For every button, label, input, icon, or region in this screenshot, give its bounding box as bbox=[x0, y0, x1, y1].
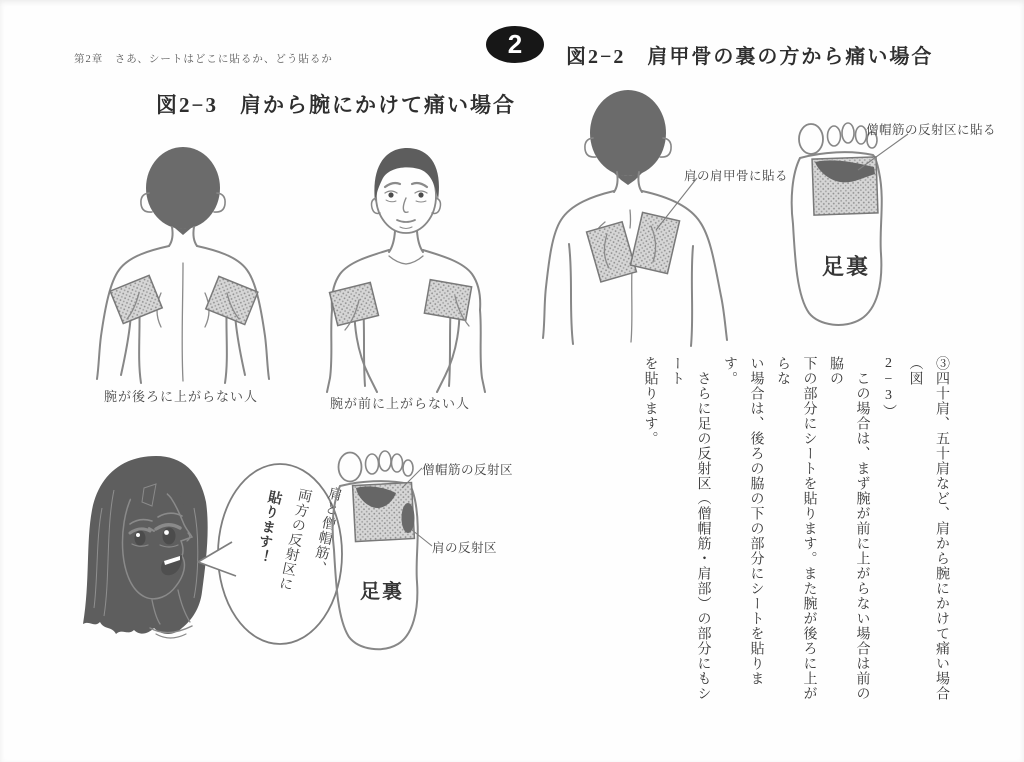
mouth bbox=[397, 220, 415, 222]
article-column: を貼ります。 bbox=[642, 356, 658, 446]
toe bbox=[403, 460, 413, 476]
eye-left bbox=[135, 531, 146, 546]
big-toe bbox=[799, 124, 823, 154]
label-trapezius-zone: 僧帽筋の反射区 bbox=[422, 463, 514, 477]
back-view-figure-right bbox=[535, 82, 770, 350]
speech-bubble-tail bbox=[198, 542, 236, 576]
article-column: 下の部分にシートを貼ります。また腕が後ろに上がらな bbox=[775, 356, 817, 701]
toe bbox=[379, 451, 391, 471]
hair-front bbox=[374, 148, 439, 202]
sole-text-bottom: 足裏 bbox=[360, 581, 404, 603]
figure-2-3-title bbox=[156, 89, 516, 119]
toe bbox=[842, 123, 854, 143]
figure-2-2-text: 肩甲骨の裏の方から痛い場合 bbox=[647, 46, 934, 68]
sheet-patch bbox=[330, 282, 379, 325]
article-column: ③四十肩、五十肩など、肩から腕にかけて痛い場合（図 bbox=[907, 356, 949, 701]
eyebrow-right bbox=[412, 183, 427, 187]
speech-line: 両方の反射区に bbox=[276, 486, 313, 593]
toe bbox=[856, 126, 867, 144]
article-text bbox=[642, 356, 954, 714]
page-number: 2 bbox=[507, 29, 523, 59]
label-trapezius-apply: 僧帽筋の反射区に貼る bbox=[866, 123, 997, 137]
front-view-figure bbox=[325, 140, 490, 395]
eye-right bbox=[163, 528, 176, 545]
spine-line bbox=[182, 263, 183, 381]
page-number-badge bbox=[486, 26, 544, 63]
sole-text-top: 足裏 bbox=[822, 254, 871, 279]
caption-front-person: 腕が前に上がらない人 bbox=[330, 396, 471, 411]
eye-left bbox=[388, 192, 393, 197]
sheet-patch bbox=[424, 280, 471, 321]
spine-line bbox=[631, 268, 632, 342]
foot-sole-top bbox=[782, 112, 992, 337]
figure-2-2-title bbox=[566, 40, 933, 69]
figure-2-3-text: 肩から腕にかけて痛い場合 bbox=[239, 93, 516, 117]
head-back bbox=[590, 90, 666, 176]
big-toe bbox=[339, 453, 362, 482]
article-column: この場合は、まず腕が前に上がらない場合は前の脇の bbox=[828, 356, 870, 701]
article-column: 2−3） bbox=[881, 356, 896, 419]
chapter-header: 第2章 さあ、シートはどこに貼るか、どう貼るか bbox=[74, 54, 333, 65]
caption-back-person: 腕が後ろに上がらない人 bbox=[104, 389, 259, 404]
label-scapula-apply: 肩の肩甲骨に貼る bbox=[684, 169, 789, 183]
figure-2-2-label: 図2−2 bbox=[566, 46, 626, 68]
speech-line: 肩と僧帽筋、 bbox=[309, 484, 343, 577]
sheet-patch bbox=[587, 222, 637, 282]
sheet-patch bbox=[206, 276, 258, 324]
eye-right bbox=[418, 192, 423, 197]
shoulder-zone-mark bbox=[402, 503, 415, 533]
figure-2-3-label: 図2−3 bbox=[156, 93, 218, 117]
toe bbox=[828, 126, 841, 146]
article-column: さらに足の反射区（僧帽筋・肩部）の部分にもシート bbox=[669, 356, 711, 701]
back-view-figure-left bbox=[95, 143, 285, 385]
speech-line: 貼ります！ bbox=[252, 488, 283, 565]
label-shoulder-zone: 肩の反射区 bbox=[432, 541, 498, 555]
head-back bbox=[146, 147, 220, 229]
sheet-patch bbox=[110, 275, 162, 323]
nose bbox=[403, 198, 408, 212]
article-column: い場合は、後ろの脇の下の部分にシートを貼ります。 bbox=[722, 356, 764, 686]
toe bbox=[392, 454, 403, 472]
eyebrow-left bbox=[385, 183, 400, 187]
toe bbox=[366, 454, 379, 474]
